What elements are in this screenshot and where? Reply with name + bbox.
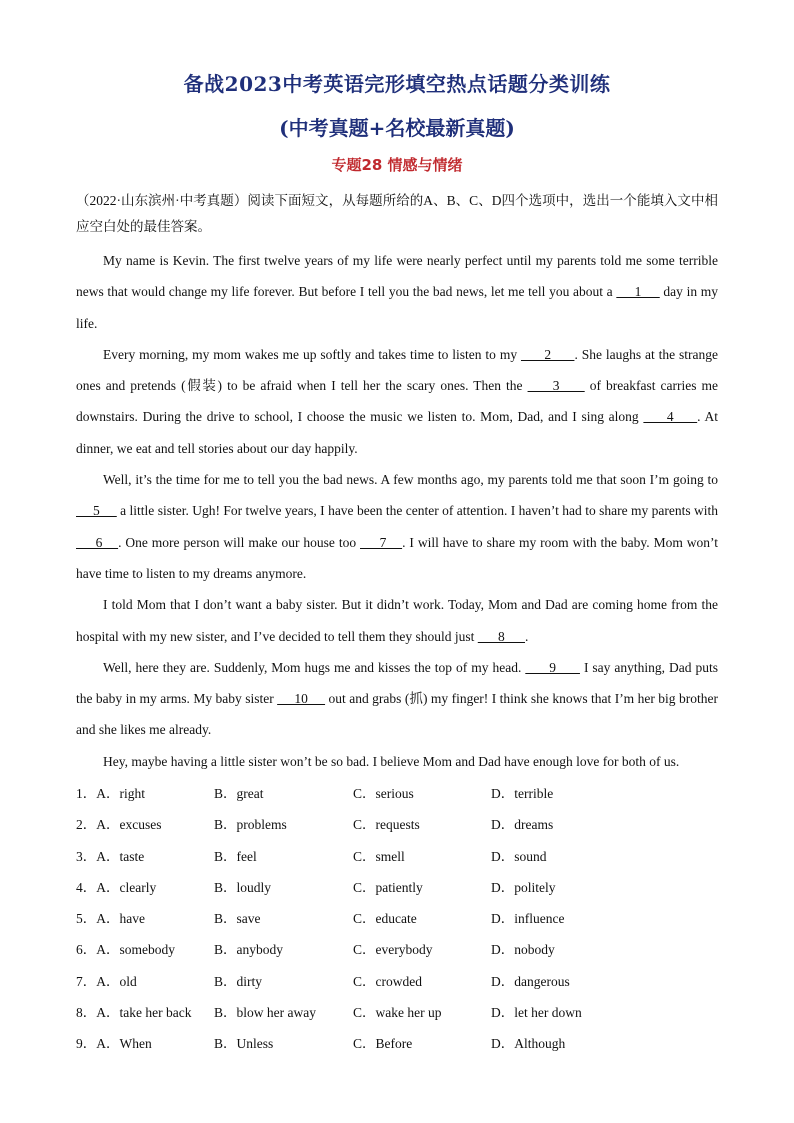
blank-6: 6 bbox=[76, 534, 119, 550]
option-b: B．Unless bbox=[214, 1036, 274, 1052]
option-d: D．sound bbox=[491, 848, 547, 864]
option-d: D．Although bbox=[491, 1036, 566, 1052]
option-b: B．dirty bbox=[214, 973, 263, 989]
option-c: C．wake her up bbox=[353, 1005, 442, 1021]
paragraph-text: I told Mom that I don’t want a baby sister. But it didn’t work. Today, Mom and Dad are coming home from the hospital with my new sister, and I’ve decided to tell them they should just bbox=[76, 597, 718, 644]
paragraph-text: . bbox=[525, 628, 529, 644]
option-c: C．patiently bbox=[353, 879, 423, 895]
blank-1: 1 bbox=[616, 284, 660, 300]
question-row bbox=[76, 781, 736, 812]
paragraph-text: Every morning, my mom wakes me up softly and takes time to listen to my bbox=[103, 346, 521, 362]
paragraph-text: . I will have to share my room with the baby. Mom won’t have time to listen to my dreams anymore. bbox=[76, 534, 719, 581]
option-b: B．anybody bbox=[214, 942, 283, 958]
option-d: D．dreams bbox=[491, 817, 554, 833]
question-number: 4． bbox=[76, 879, 97, 895]
option-a-text: A．somebody bbox=[96, 942, 175, 958]
paragraph-6 bbox=[76, 746, 718, 777]
blank-3: 3 bbox=[527, 378, 585, 394]
question-row bbox=[76, 969, 736, 1000]
option-a bbox=[76, 1000, 191, 1026]
paragraph-text: a little sister. Ugh! For twelve years, I have been the center of attention. I haven’t had to share my parents with bbox=[116, 503, 719, 519]
paragraph-text: Hey, maybe having a little sister won’t be so bad. I believe Mom and Dad have enough love for both of us. bbox=[103, 753, 680, 769]
paragraph-text: of breakfast carries me downstairs. During the drive to school, I choose the music we listen to. Mom, Dad, and I sing along bbox=[76, 378, 719, 425]
question-row bbox=[76, 844, 736, 875]
option-c: C．educate bbox=[353, 911, 417, 927]
question-row bbox=[76, 812, 736, 843]
option-a bbox=[76, 844, 144, 870]
option-a bbox=[76, 812, 161, 838]
paragraph-text: . One more person will make our house too bbox=[118, 534, 360, 550]
option-d: D．influence bbox=[491, 911, 565, 927]
option-a-text: A．have bbox=[96, 911, 145, 927]
option-b: B．great bbox=[214, 786, 264, 801]
question-options-list bbox=[76, 781, 736, 1063]
option-d: D．terrible bbox=[491, 786, 554, 801]
option-c: C．serious bbox=[353, 786, 414, 801]
paragraph-text: . At dinner, we eat and tell stories about our day happily. bbox=[76, 409, 719, 456]
option-a bbox=[76, 1031, 152, 1057]
document-subtitle: (中考真题+名校最新真题) bbox=[279, 116, 515, 140]
option-b: B．save bbox=[214, 911, 261, 927]
blank-2: 2 bbox=[520, 346, 575, 362]
option-d: D．let her down bbox=[491, 1005, 582, 1021]
option-a-text: A．right bbox=[96, 786, 145, 801]
option-b: B．loudly bbox=[214, 879, 272, 895]
option-d: D．nobody bbox=[491, 942, 555, 958]
document-title: 备战2023中考英语完形填空热点话题分类训练 bbox=[183, 72, 611, 96]
option-c: C．crowded bbox=[353, 973, 422, 989]
paragraph-1 bbox=[76, 245, 718, 339]
paragraph-text: . She laughs at the strange ones and pretends (假装) to be afraid when I tell her the scary ones. Then the bbox=[76, 346, 718, 394]
option-a bbox=[76, 781, 145, 807]
option-a bbox=[76, 969, 137, 995]
option-a bbox=[76, 875, 156, 901]
option-d: D．politely bbox=[491, 879, 556, 895]
option-c: C．smell bbox=[353, 848, 405, 864]
paragraph-text: day in my life. bbox=[76, 284, 718, 331]
blank-10: 10 bbox=[277, 691, 326, 707]
option-b: B．feel bbox=[214, 848, 257, 864]
question-number: 3． bbox=[76, 848, 97, 864]
paragraph-4 bbox=[76, 589, 718, 652]
option-c: C．Before bbox=[353, 1036, 413, 1052]
option-a bbox=[76, 937, 175, 963]
paragraph-text: I say anything, Dad puts the baby in my arms. My baby sister bbox=[76, 659, 719, 707]
question-row bbox=[76, 906, 736, 937]
paragraph-text: My name is Kevin. The first twelve years of my life were nearly perfect until my parents told me some terrible news that would change my life forever. But before I tell you the bad news, let me tell you about a bbox=[76, 253, 718, 300]
option-b: B．blow her away bbox=[214, 1005, 316, 1021]
question-number: 1． bbox=[76, 786, 97, 801]
paragraph-text: Well, it’s the time for me to tell you the bad news. A few months ago, my parents told me that soon I’m going to bbox=[103, 472, 718, 488]
passage-section bbox=[76, 188, 718, 777]
question-number: 7． bbox=[76, 973, 97, 989]
question-number: 5． bbox=[76, 911, 97, 927]
paragraph-text: out and grabs (抓) my finger! I think she knows that I’m her big brother and she likes me already. bbox=[76, 691, 718, 738]
option-a-text: A．clearly bbox=[96, 879, 157, 895]
option-c: C．everybody bbox=[353, 942, 433, 958]
question-row bbox=[76, 937, 736, 968]
option-a bbox=[76, 906, 145, 932]
question-number: 8． bbox=[76, 1005, 97, 1021]
blank-7: 7 bbox=[360, 534, 403, 550]
question-number: 9． bbox=[76, 1036, 97, 1052]
topic-heading: 专题28 情感与情绪 bbox=[331, 156, 463, 174]
instructions: （2022·山东滨州·中考真题）阅读下面短文，从每题所给的A、B、C、D四个选项中，选出一个能填入文中相应空白处的最佳答案。 bbox=[76, 193, 718, 234]
question-row bbox=[76, 875, 736, 906]
option-a-text: A．take her back bbox=[96, 1005, 192, 1021]
question-row bbox=[76, 1000, 736, 1031]
blank-9: 9 bbox=[525, 659, 580, 675]
option-d: D．dangerous bbox=[491, 973, 570, 989]
question-number: 2． bbox=[76, 817, 97, 833]
paragraph-3 bbox=[76, 464, 718, 589]
option-a-text: A．excuses bbox=[96, 817, 162, 833]
blank-8: 8 bbox=[477, 628, 526, 644]
option-b: B．problems bbox=[214, 817, 287, 833]
option-a-text: A．old bbox=[96, 973, 137, 989]
paragraph-5 bbox=[76, 652, 718, 746]
paragraph-2 bbox=[76, 339, 718, 464]
option-a-text: A．taste bbox=[96, 848, 145, 864]
option-a-text: A．When bbox=[96, 1036, 152, 1052]
question-number: 6． bbox=[76, 942, 97, 958]
question-row bbox=[76, 1031, 736, 1062]
blank-4: 4 bbox=[643, 409, 698, 425]
blank-5: 5 bbox=[76, 503, 117, 519]
paragraph-text: Well, here they are. Suddenly, Mom hugs me and kisses the top of my head. bbox=[103, 659, 526, 675]
option-c: C．requests bbox=[353, 817, 420, 833]
